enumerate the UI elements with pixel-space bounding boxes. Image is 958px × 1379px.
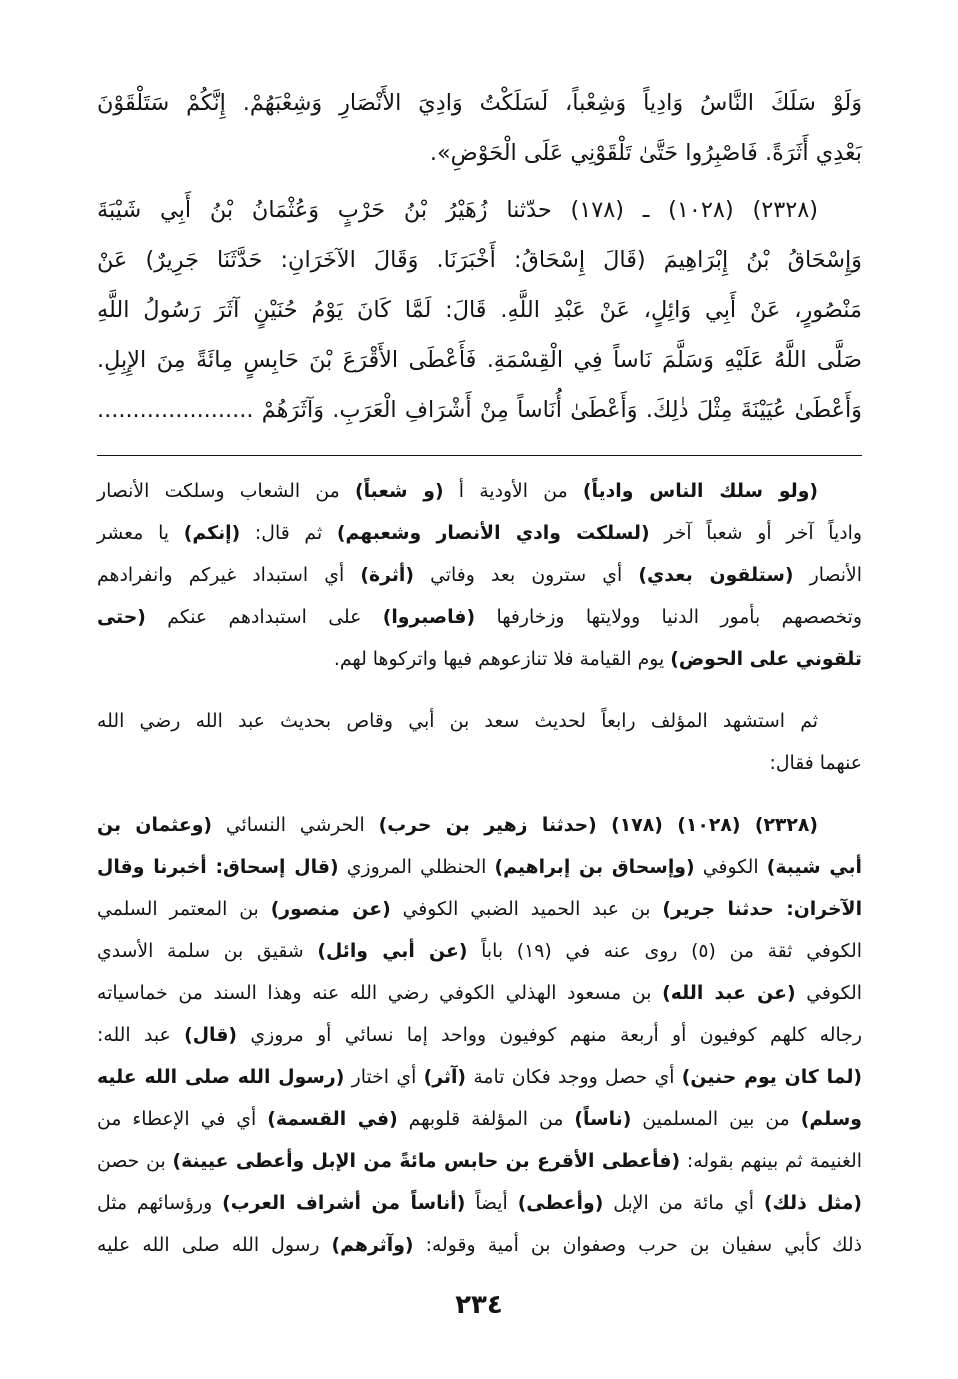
commentary-line [97,1057,862,1099]
text-run: أي اختار [344,1067,424,1088]
text-run: ثم قال: [240,523,337,544]
bold-quote: (وآثرهم) [331,1235,414,1256]
text-run: الأنصار [793,565,862,586]
bold-quote: (وأعطى) [517,1193,604,1214]
text-run: الكوفي [795,983,862,1004]
text-run: بن مسعود الهذلي الكوفي رضي الله عنه وهذا السند من خماسياته [97,983,663,1004]
bold-quote: (أناساً من أشراف العرب) [222,1193,466,1214]
text-run: ورؤسائهم مثل [97,1193,223,1214]
commentary-block [97,471,862,1267]
text-run: الكوفي [694,857,767,878]
text-run: من الشعاب وسلكت الأنصار [97,481,355,502]
commentary-line [97,931,862,973]
commentary-line [97,973,862,1015]
text-run: أي استبداد غيركم وانفرادهم [97,565,361,586]
page-number: ٢٣٤ [455,1290,503,1320]
text-run: أي سترون بعد وفاتي [413,565,639,586]
commentary-line [97,597,862,639]
bold-quote: (حدثنا زهير بن حرب) [378,815,597,836]
text-run: أيضاً [465,1193,518,1214]
commentary-line [97,805,862,847]
bold-quote: (عن أبي وائل) [317,941,468,962]
hadith-line: بَعْدِي أَثَرَةً. فَاصْبِرُوا حَتَّىٰ تَلْقَوْنِي عَلَى الْحَوْضِ». [429,140,862,166]
hadith-text-block [97,78,862,435]
text-run: من المؤلفة قلوبهم [397,1109,575,1130]
bold-quote: (آثر) [423,1067,467,1088]
bold-quote: (وعثمان بن [97,815,213,836]
text-run: بن المعتمر السلمي [97,899,271,920]
commentary-line [97,513,862,555]
text-run: وتخصصهم بأمور الدنيا وولايتها وزخارفها [475,607,862,628]
hadith-line: وَإِسْحَاقُ بْنُ إِبْرَاهِيمَ (قَالَ إِسْحَاقُ: أَخْبَرَنَا. وَقَالَ الآخَرَانِ: حَدَّثَنَا جَرِيرٌ) عَنْ [97,247,862,273]
text-run: أي مائة من الإبل [603,1193,764,1214]
hadith-paragraph [97,185,862,435]
bold-quote: (عن عبد الله) [662,983,796,1004]
commentary-line [97,471,862,513]
text-run: يوم القيامة فلا تنازعوهم فيها واتركوها لهم. [333,649,671,670]
text-run: شقيق بن سلمة الأسدي [97,941,318,962]
commentary-paragraph [97,471,862,681]
bold-quote: (فأعطى الأقرع بن حابس مائةً من الإبل وأعطى عيينة) [172,1151,681,1172]
bold-quote: (مثل ذلك) [763,1193,862,1214]
bold-quote: أبي شيبة) [766,857,862,878]
bold-quote: (عن منصور) [270,899,391,920]
bold-quote: (فاصبروا) [382,607,476,628]
bold-quote: (٢٣٢٨) (١٠٢٨) (١٧٨) [596,815,819,836]
text-run: أي في الإعطاء من [97,1109,268,1130]
bold-quote: (إنكم) [183,523,241,544]
commentary-line [97,555,862,597]
text-run: من الأودية أ [443,481,583,502]
hadith-line: وَلَوْ سَلَكَ النَّاسُ وَادِياً وَشِعْباً، لَسَلَكْتُ وَادِيَ الأَنْصَارِ وَشِعْبَهُمْ. إِنَّكُمْ سَتَلْقَوْنَ [97,90,862,116]
commentary-line [97,1183,862,1225]
bold-quote: (وإسحاق بن إبراهيم) [494,857,695,878]
bold-quote: (ستلقون بعدي) [638,565,794,586]
commentary-line [97,1015,862,1057]
hadith-line: مَنْصُورٍ، عَنْ أَبِي وَائِلٍ، عَنْ عَبْدِ اللَّهِ. قَالَ: لَمَّا كَانَ يَوْمُ حُنَيْنٍ آثَرَ رَسُولُ اللَّهِ [97,297,862,323]
hadith-line: (٢٣٢٨) (١٠٢٨) ـ (١٧٨) حدّثنا زُهَيْرُ بْنُ حَرْبٍ وَعُثْمَانُ بْنُ أَبِي شَيْبَةَ [97,197,818,223]
text-run: رسول الله صلى الله عليه [97,1235,332,1256]
text-run: الحرشي النسائي [212,815,379,836]
bold-quote: (ناساً) [574,1109,632,1130]
commentary-line [97,639,862,681]
text-run: الغنيمة ثم بينهم بقوله: [680,1151,862,1172]
text-run: ثم استشهد المؤلف رابعاً لحديث سعد بن أبي وقاص بحديث عبد الله رضي الله [97,711,818,732]
bold-quote: (قال إسحاق: أخبرنا وقال [97,857,339,878]
bold-quote: (رسول الله صلى الله عليه [97,1067,345,1088]
text-run: وادياً آخر أو شعباً آخر [649,523,862,544]
text-run: بن حصن [97,1151,173,1172]
text-run: أي حصل ووجد فكان تامة [466,1067,682,1088]
text-run: رجاله كلهم كوفيون أو أربعة منهم كوفيون وواحد إما نسائي أو مروزي [237,1025,862,1046]
hadith-line: صَلَّى اللَّهُ عَلَيْهِ وَسَلَّمَ نَاساً فِي الْقِسْمَةِ. فَأَعْطَى الأَقْرَعَ بْنَ حَابِسٍ مِائَةً مِنَ الإِبِلِ. [97,347,862,373]
bold-quote: (في القسمة) [267,1109,398,1130]
commentary-line [97,1141,862,1183]
commentary-line [97,701,862,743]
bold-quote: (لسلكت وادي الأنصار وشعبهم) [336,523,650,544]
commentary-paragraph [97,805,862,1267]
text-run: على استبدادهم عنكم [145,607,383,628]
text-run: ذلك كأبي سفيان بن حرب وصفوان بن أمية وقوله: [413,1235,862,1256]
commentary-line [97,1099,862,1141]
bold-quote: (و شعباً) [354,481,444,502]
bold-quote: (أثرة) [360,565,414,586]
text-run: عنهما فقال: [769,753,862,774]
text-run: الكوفي ثقة من (٥) روى عنه في (١٩) باباً [467,941,862,962]
hadith-paragraph [97,78,862,178]
hadith-line: وَأَعْطَىٰ عُيَيْنَةَ مِثْلَ ذٰلِكَ. وَأَعْطَىٰ أُنَاساً مِنْ أَشْرَافِ الْعَرَبِ. وَآثَرَهُمْ ...................... [97,397,862,423]
text-run: من بين المسلمين [631,1109,801,1130]
bold-quote: (لما كان يوم حنين) [681,1067,862,1088]
commentary-line [97,743,862,785]
commentary-paragraph [97,701,862,785]
bold-quote: (ولو سلك الناس وادياً) [582,481,818,502]
commentary-line [97,1225,862,1267]
commentary-line [97,889,862,931]
text-run: الحنظلي المروزي [338,857,495,878]
commentary-line [97,847,862,889]
text-run: يا معشر [97,523,184,544]
bold-quote: الآخران: حدثنا جرير) [662,899,863,920]
footnote-separator [97,455,862,456]
text-run: بن عبد الحميد الضبي الكوفي [390,899,663,920]
bold-quote: تلقوني على الحوض) [670,649,862,670]
bold-quote: وسلم) [800,1109,862,1130]
text-run: عبد الله: [97,1025,185,1046]
bold-quote: (قال) [184,1025,238,1046]
bold-quote: (حتى [97,607,146,628]
